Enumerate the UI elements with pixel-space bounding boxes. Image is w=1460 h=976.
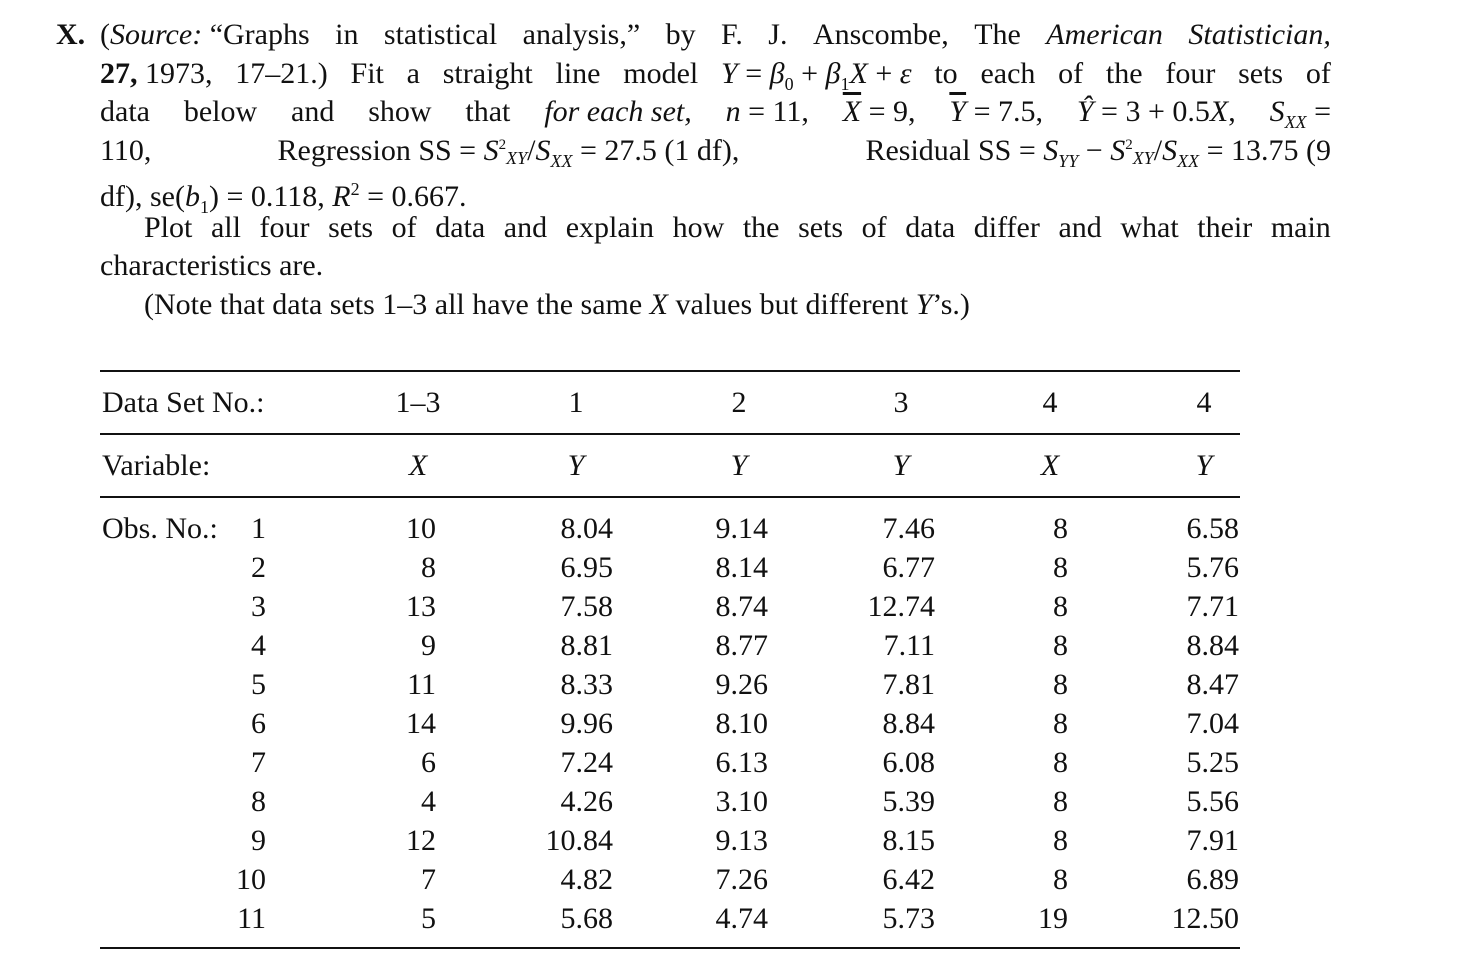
table-cell: 6.13 bbox=[715, 746, 768, 779]
table-cell: 6.42 bbox=[882, 863, 935, 896]
obs-number: 7 bbox=[251, 746, 266, 779]
table-cell: 8 bbox=[1053, 590, 1068, 623]
row-label-variable: Variable: bbox=[102, 449, 211, 482]
table-cell: 6.89 bbox=[1186, 863, 1239, 896]
table-cell: 4.82 bbox=[560, 863, 613, 896]
table-cell: 8.77 bbox=[715, 629, 768, 662]
table-cell: 5 bbox=[421, 902, 436, 935]
table-cell: 6.58 bbox=[1186, 512, 1239, 545]
problem-line-1 bbox=[56, 16, 1331, 55]
table-cell: 7.11 bbox=[883, 629, 935, 662]
plot-instruction-line-1: Plot all four sets of data and explain how the sets of data differ and what their main bbox=[144, 210, 1331, 244]
table-cell: 8 bbox=[1053, 668, 1068, 701]
problem-line-3: data below and show that for each set, n = 11, $\overline{X} = 9$, $\overline{Y} = 7.5$, Ŷ = 3 + 0.5X, $S_{XX}$ = bbox=[100, 95, 1331, 132]
table-cell: 8.33 bbox=[560, 668, 613, 701]
obs-number: 11 bbox=[237, 902, 266, 935]
table-cell: 9.13 bbox=[715, 824, 768, 857]
table-cell: 8 bbox=[1053, 629, 1068, 662]
table-header-rule-1 bbox=[100, 433, 1240, 435]
table-cell: 8.14 bbox=[715, 551, 768, 584]
table-cell: 9.14 bbox=[715, 512, 768, 545]
table-cell: 8 bbox=[421, 551, 436, 584]
table-cell: 5.39 bbox=[882, 785, 935, 818]
table-cell: 6.77 bbox=[882, 551, 935, 584]
plot-instruction-line-2: characteristics are. bbox=[100, 249, 324, 282]
obs-number: 3 bbox=[251, 590, 266, 623]
table-cell: 7.24 bbox=[560, 746, 613, 779]
table-cell: 10 bbox=[406, 512, 436, 545]
table-cell: 12.50 bbox=[1171, 902, 1239, 935]
table-cell: 7.26 bbox=[715, 863, 768, 896]
variable-header: Y bbox=[730, 449, 748, 482]
table-cell: 7.04 bbox=[1186, 707, 1239, 740]
table-cell: 12.74 bbox=[867, 590, 935, 623]
table-cell: 9 bbox=[421, 629, 436, 662]
table-cell: 6 bbox=[421, 746, 436, 779]
table-header-rule-2 bbox=[100, 496, 1240, 498]
problem-line-1-text: (Source: “Graphs in statistical analysis,” by F. J. Anscombe, The American Statistician, bbox=[100, 18, 1331, 51]
table-cell: 8.10 bbox=[715, 707, 768, 740]
table-cell: 4 bbox=[421, 785, 436, 818]
variable-header: X bbox=[408, 449, 428, 482]
table-cell: 7.71 bbox=[1186, 590, 1239, 623]
table-cell: 8 bbox=[1053, 863, 1068, 896]
set-number-header: 3 bbox=[893, 386, 909, 419]
obs-number: 4 bbox=[251, 629, 266, 662]
table-cell: 8.47 bbox=[1186, 668, 1239, 701]
obs-number: 6 bbox=[251, 707, 266, 740]
problem-label: X. bbox=[56, 18, 86, 51]
table-top-rule bbox=[100, 370, 1240, 372]
variable-header: Y bbox=[892, 449, 910, 482]
table-cell: 5.25 bbox=[1186, 746, 1239, 779]
set-number-header: 4 bbox=[1196, 386, 1212, 419]
obs-number: 10 bbox=[236, 863, 266, 896]
table-cell: 11 bbox=[407, 668, 436, 701]
table-cell: 7.81 bbox=[882, 668, 935, 701]
problem-text bbox=[56, 16, 1331, 324]
set-number-header: 1–3 bbox=[395, 386, 441, 419]
obs-number: 5 bbox=[251, 668, 266, 701]
table-cell: 13 bbox=[406, 590, 436, 623]
row-label-set: Data Set No.: bbox=[102, 386, 265, 419]
table-cell: 6.08 bbox=[882, 746, 935, 779]
table-cell: 8.84 bbox=[882, 707, 935, 740]
table-cell: 7 bbox=[421, 863, 436, 896]
note-line: (Note that data sets 1–3 all have the same X values but different Y’s.) bbox=[144, 287, 970, 321]
table-cell: 7.91 bbox=[1186, 824, 1239, 857]
obs-number: 9 bbox=[251, 824, 266, 857]
table-cell: 8 bbox=[1053, 746, 1068, 779]
set-number-header: 1 bbox=[568, 386, 584, 419]
table-cell: 4.26 bbox=[560, 785, 613, 818]
table-bottom-rule bbox=[100, 947, 1240, 949]
table-cell: 7.46 bbox=[882, 512, 935, 545]
variable-header: X bbox=[1040, 449, 1060, 482]
table-cell: 8 bbox=[1053, 707, 1068, 740]
table-cell: 4.74 bbox=[715, 902, 768, 935]
table-cell: 5.56 bbox=[1186, 785, 1239, 818]
table-cell: 12 bbox=[406, 824, 436, 857]
table-cell: 14 bbox=[406, 707, 436, 740]
problem-line-4: 110, Regression SS = $S^2XY/S_{XX} = 27.5$ (1 df), Residual SS = $S_{YY} - S^2XY/S_{XX} = 13.75$ (9 bbox=[100, 133, 1331, 171]
table-cell: 8.81 bbox=[560, 629, 613, 662]
table-cell: 10.84 bbox=[545, 824, 613, 857]
table-cell: 7.58 bbox=[560, 590, 613, 623]
table-cell: 8 bbox=[1053, 785, 1068, 818]
table-cell: 8.15 bbox=[882, 824, 935, 857]
table-cell: 3.10 bbox=[715, 785, 768, 818]
variable-header: Y bbox=[1195, 449, 1213, 482]
table-cell: 6.95 bbox=[560, 551, 613, 584]
set-number-header: 4 bbox=[1042, 386, 1058, 419]
obs-number: 2 bbox=[251, 551, 266, 584]
table-cell: 9.26 bbox=[715, 668, 768, 701]
table-cell: 5.68 bbox=[560, 902, 613, 935]
variable-header: Y bbox=[567, 449, 585, 482]
table-cell: 8 bbox=[1053, 824, 1068, 857]
problem-line-2: 27, 1973, 17–21.) Fit a straight line model $Y = \beta_0 + \beta_1X + \varepsilon$ to each of the four sets of bbox=[100, 56, 1331, 94]
table-cell: 9.96 bbox=[560, 707, 613, 740]
row-label-obs: Obs. No.: bbox=[102, 512, 218, 545]
table-cell: 8.84 bbox=[1186, 629, 1239, 662]
table-cell: 8 bbox=[1053, 512, 1068, 545]
table-cell: 5.76 bbox=[1186, 551, 1239, 584]
table-cell: 8.04 bbox=[560, 512, 613, 545]
table-cell: 19 bbox=[1038, 902, 1068, 935]
obs-number: 8 bbox=[251, 785, 266, 818]
table-cell: 8.74 bbox=[715, 590, 768, 623]
obs-number: 1 bbox=[251, 512, 266, 545]
table-cell: 5.73 bbox=[882, 902, 935, 935]
problem-line-5: df), $se(b_1) = 0.118$, $R^2 = 0.667$. bbox=[100, 179, 467, 217]
table-cell: 8 bbox=[1053, 551, 1068, 584]
set-number-header: 2 bbox=[731, 386, 747, 419]
